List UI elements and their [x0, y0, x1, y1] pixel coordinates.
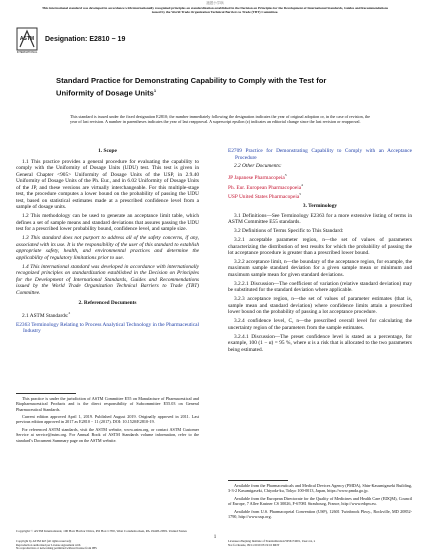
paragraph-1-3: 1.3 This standard does not purport to address all of the safety concerns, if any, associated with its use. It is the responsibility of the user of this standard to establish appropriate safety, health, and environmental practices and determine the applicability of regulatory limitations prior to use.: [16, 235, 199, 261]
title-superscript: 1: [153, 87, 157, 93]
footnote-1-edition: Current edition approved April 1, 2019. Published August 2019. Originally approved in 2011. Last previous edition approved in 2017 as E2810 − 11 (2017). DOI: 10.1520/E2810-19.: [16, 414, 199, 425]
issue-note: This standard is issued under the fixed designation E2810; the number immediately following the designation indicates the year of original adoption or, in the case of revision, the year of last revision. A number in parentheses indicates the year of last reapproval. A superscript epsilon (ε) indicates an editorial change since the last revision or reapproval.: [70, 114, 370, 125]
left-footnote-rule: [16, 393, 76, 394]
paragraph-3-1: 3.1 Definitions—See Terminology E2363 for a more extensive listing of terms in ASTM Committee E55 standards.: [228, 212, 412, 226]
footnote-3: Available from the Pharmaceuticals and Medical Devices Agency (PMDA), Shin-Kasumigaseki Building, 3-3-2 Kasumigaseki, Chiyoda-ku, Tokyo 100-0013, Japan, https://www.pmda.go.jp.: [228, 483, 412, 494]
footnote-4: Available from the European Directorate for the Quality of Medicines and Health Care (EDQM), Council of Europe, 7 Allee Kastner CS 30026, F-67081 Strasbourg, France, http://www.edqm.eu.: [228, 495, 412, 507]
left-footnotes: [16, 396, 199, 445]
definition-acceptable-parameter-region: 3.2.1 acceptable parameter region, n—the set of values of parameters characterizing the distribution of test results for which the probability of passing the lot acceptance procedure is greater than a prescribed lower bound.: [228, 237, 412, 257]
footnote-5: Available from U.S. Pharmacopeial Convention (USP), 12601 Twinbrook Pkwy., Rockville, MD 20852-1790, http://www.usp.org.: [228, 508, 412, 520]
right-footnotes: [228, 483, 412, 522]
paragraph-3-2: 3.2 Definitions of Terms Specific to This Standard:: [234, 228, 344, 235]
reference-e2363-link[interactable]: E2363 Terminology Relating to Process Analytical Technology in the Pharmaceutical Industry: [16, 321, 199, 335]
paragraph-2-2: 2.2 Other Documents:: [234, 163, 282, 170]
header-notice: This international standard was developed in accordance with internationally recognized principles on standardization established in the Decision on Principles for the Development of International Standards, Guides and Recommendations issued by the World Trade Organization Technical Barriers to Trade (TBT) Committee.: [41, 6, 389, 15]
scope-heading: 1. Scope: [98, 148, 117, 154]
discussion-3-2-4-1: 3.2.4.1 Discussion—The preset confidence level is stated as a percentage, for example, 100 (1 − α) = 95 %, where α is a risk that is allocated to the two parameters being estimated.: [228, 333, 412, 353]
designation: Designation: E2810 − 19: [45, 36, 126, 43]
reference-e2709-link[interactable]: E2709 Practice for Demonstrating Capability to Comply with an Acceptance Procedure: [228, 148, 412, 161]
astm-logo-icon: [16, 27, 38, 59]
license-left: Copyright by ASTM Int'l (all rights reserved); Reproduction authorized per License Agreement with No reproduction or networking permitted without license from IHS: [16, 539, 97, 551]
definition-confidence-level: 3.2.4 confidence level, C, n—the prescribed overall level for calculating the uncertainty region of the parameters from the sample estimates.: [228, 318, 412, 331]
title-text: Standard Practice for Demonstrating Capability to Comply with the Test for Uniformity of Dosage Units: [56, 76, 327, 98]
right-column: [228, 148, 412, 356]
references-heading: 2. Referenced Documents: [78, 300, 137, 307]
document-title: [56, 76, 366, 98]
doc-usp[interactable]: USP United States Pharmacopeia$^5$: [228, 191, 301, 200]
logo-subtext: INTERNATIONAL: [16, 51, 38, 54]
paragraph-1-4: 1.4 This international standard was developed in accordance with internationally recognized principles on standardization established in the Decision on Principles for the Development of International Standards, Guides and Recommendations issued by the World Trade Organization Technical Barriers to Trade (TBT) Committee.: [16, 263, 199, 296]
right-footnote-rule: [228, 480, 288, 481]
logo-text: ASTM: [19, 36, 35, 42]
paragraph-1-2: 1.2 This methodology can be used to generate an acceptance limit table, which defines a set of sample means and standard deviations that assures passing the UDU test for a prescribed lower probability bound, confidence level, and sample size.: [16, 213, 199, 233]
discussion-3-2-2-1: 3.2.2.1 Discussion—The coefficient of variation (relative standard deviation) may be substituted for the standard deviation where applicable.: [228, 280, 412, 294]
astm-logo: [16, 27, 38, 59]
copyright-line: Copyright © ASTM International, 100 Barr Harbor Drive, PO Box C700, West Conshohocken, PA 19428-2959. United States: [16, 529, 187, 533]
doc-jp[interactable]: JP Japanese Pharmacopeia$^3$: [228, 173, 287, 182]
footnote-1: This practice is under the jurisdiction of ASTM Committee E55 on Manufacture of Pharmaceutical and Biopharmaceutical Products and is the direct responsibility of Subcommittee E55.03 on General Pharmaceutical Standards.: [16, 396, 199, 412]
definition-acceptance-region: 3.2.3 acceptance region, n—the set of values of parameter estimates (that is, sample mean and standard deviation) where confidence limits attain a prescribed lower bound on the probability of passing a lot acceptance procedure.: [228, 296, 412, 316]
footnote-2: For referenced ASTM standards, visit the ASTM website, www.astm.org, or contact ASTM Customer Service at service@astm.org. For Annual Book of ASTM Standards volume information, refer to the standard’s Document Summary page on the ASTM website.: [16, 427, 199, 443]
license-right: Licensee=Zhejiang Institute of Standardization/5956174001, User=xx, x Not for Resale, 09/11/2019 03:19:16 MDT: [228, 539, 316, 547]
page-number: 1: [213, 535, 217, 540]
left-column: [16, 148, 199, 337]
terminology-heading: 3. Terminology: [302, 203, 338, 210]
paragraph-2-1: 2.1 ASTM Standards:$^2$: [22, 310, 71, 319]
definition-acceptance-limit: 3.2.2 acceptance limit, n—the boundary of the acceptance region, for example, the maximum sample standard deviation for a given sample mean or minimum and maximum sample mean for given standard deviations.: [228, 258, 412, 279]
watermark-text: 跑题小学埚: [206, 1, 224, 5]
doc-ph-eur[interactable]: Ph. Eur. European Pharmacopoeia$^4$: [228, 182, 303, 191]
paragraph-1-1: 1.1 This practice provides a general procedure for evaluating the capability to comply with the Uniformity of Dosage Units (UDU) test. This test is given in General Chapter <905> Uniformity of Dosage Units of the USP, in 2.9.40 Uniformity of Dosage Units of the Ph. Eur., and in 6.02 Uniformity of Dosage Units of the JP, and these versions are virtually interchangeable. For this multiple-stage test, the procedure computes a lower bound on the probability of passing the UDU test, based on statistical estimates made at a prescribed confidence level from a sample of dosage units.: [16, 158, 199, 211]
